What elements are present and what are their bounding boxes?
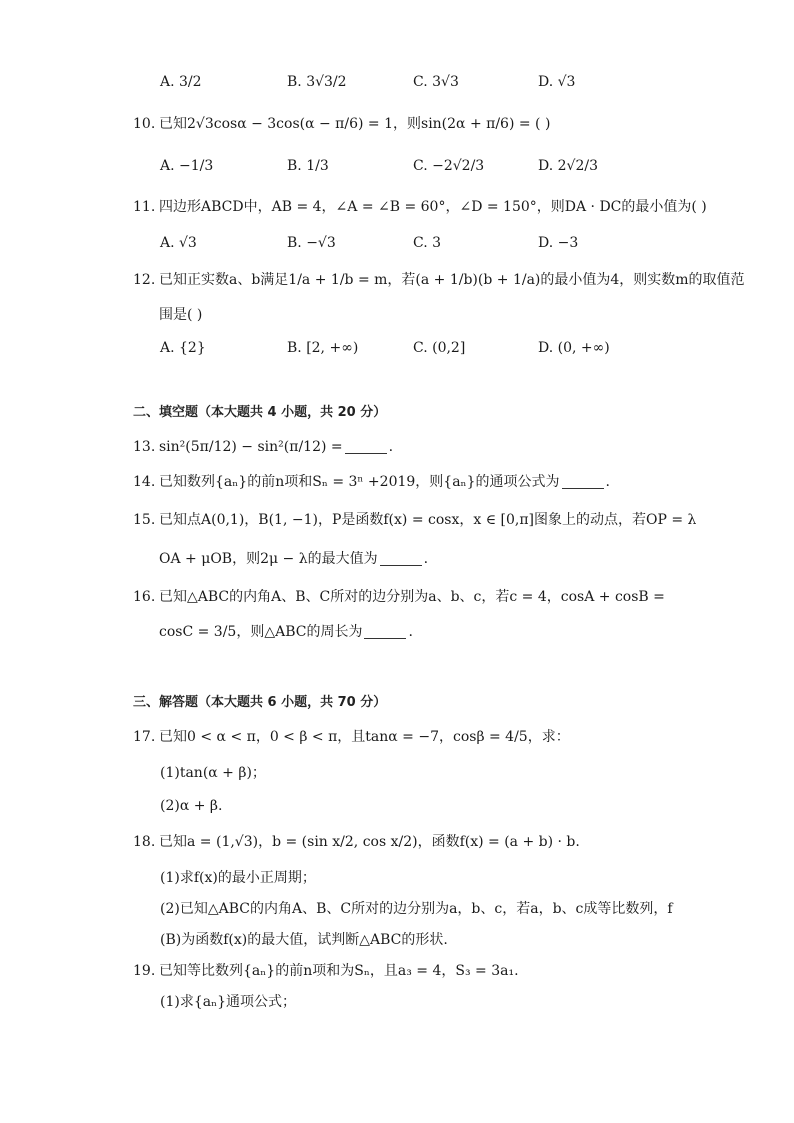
section-answer-questions-heading: 三、解答题（本大题共 6 小题，共 70 分） (133, 695, 387, 710)
q19-part-1: (1)求{aₙ}通项公式； (160, 994, 297, 1010)
question-number: 17. (133, 729, 156, 745)
question-number: 16. (133, 589, 156, 605)
question-number: 14. (133, 474, 156, 490)
q18-part-1: (1)求f(x)的最小正周期； (160, 870, 316, 886)
question-13: 13. sin²(5π/12) − sin²(π/12) = . (133, 439, 394, 455)
question-number: 18. (133, 834, 156, 850)
question-number: 15. (133, 512, 156, 528)
question-number: 10. (133, 116, 156, 132)
question-12-continued: 围是( ) (159, 307, 203, 323)
q11-option-c: C. 3 (413, 235, 442, 251)
q10-option-a: A. −1/3 (160, 158, 214, 174)
question-19 (133, 961, 519, 981)
question-number: 12. (133, 272, 156, 288)
section-fill-in-blank-heading: 二、填空题（本大题共 4 小题，共 20 分） (133, 405, 387, 420)
q17-part-1: (1)tan(α + β)； (160, 765, 266, 781)
q12-option-a: A. {2} (160, 340, 206, 356)
q9-option-d: D. √3 (538, 74, 576, 90)
question-16 (133, 587, 665, 607)
answer-blank[interactable] (562, 474, 604, 489)
answer-blank[interactable] (364, 624, 406, 639)
q9-option-c: C. 3√3 (413, 74, 459, 90)
question-text: 已知正实数a、b满足1/a + 1/b = m，若(a + 1/b)(b + 1/a)的最小值为4，则实数m的取值范 (159, 272, 745, 288)
question-text: 已知a = (1,√3)，b = (sin x/2, cos x/2)，函数f(x) = (a + b) · b. (159, 834, 580, 850)
question-text: 已知△ABC的内角A、B、C所对的边分别为a、b、c，若c = 4，cosA + cosB = (159, 589, 665, 605)
question-text: 已知数列{aₙ}的前n项和Sₙ = 3ⁿ +2019，则{aₙ}的通项公式为 (159, 474, 560, 490)
q10-option-c: C. −2√2/3 (413, 158, 485, 174)
q12-option-b: B. [2, +∞) (287, 340, 359, 356)
q9-option-a: A. 3/2 (160, 74, 202, 90)
question-14: 14. 已知数列{aₙ}的前n项和Sₙ = 3ⁿ +2019，则{aₙ}的通项公式为 . (133, 474, 610, 490)
q17-part-2: (2)α + β. (160, 798, 223, 814)
q18-part-2-continued: (B)为函数f(x)的最大值，试判断△ABC的形状. (160, 932, 448, 948)
answer-blank[interactable] (345, 439, 387, 454)
q11-option-b: B. −√3 (287, 235, 336, 251)
q12-option-d: D. (0, +∞) (538, 340, 610, 356)
question-18 (133, 832, 580, 852)
question-12 (133, 270, 745, 290)
question-text: 四边形ABCD中，AB = 4，∠A = ∠B = 60°，∠D = 150°，则DA · DC的最小值为( ) (159, 199, 707, 215)
q10-option-d: D. 2√2/3 (538, 158, 598, 174)
question-10 (133, 114, 550, 134)
question-16-continued: cosC = 3/5，则△ABC的周长为 . (159, 624, 413, 640)
q9-option-b: B. 3√3/2 (287, 74, 347, 90)
question-17 (133, 727, 570, 747)
question-text: 已知点A(0,1)，B(1, −1)，P是函数f(x) = cosx，x ∈ [0,π]图象上的动点，若OP = λ (159, 512, 697, 528)
q11-option-d: D. −3 (538, 235, 579, 251)
question-15 (133, 510, 696, 530)
question-text: 已知2√3cosα − 3cos(α − π/6) = 1，则sin(2α + π/6) = ( ) (159, 116, 551, 132)
q10-option-b: B. 1/3 (287, 158, 329, 174)
q12-option-c: C. (0,2] (413, 340, 466, 356)
q18-part-2: (2)已知△ABC的内角A、B、C所对的边分别为a，b、c，若a，b、c成等比数列，f (160, 901, 673, 917)
question-number: 19. (133, 963, 156, 979)
question-text: 已知0 < α < π，0 < β < π，且tanα = −7，cosβ = 4/5，求： (159, 729, 570, 745)
question-text: 已知等比数列{aₙ}的前n项和为Sₙ，且a₃ = 4，S₃ = 3a₁. (159, 963, 519, 979)
q11-option-a: A. √3 (160, 235, 197, 251)
question-number: 13. (133, 439, 156, 455)
question-15-continued: OA + μOB，则2μ − λ的最大值为 . (159, 551, 429, 567)
question-text: sin²(5π/12) − sin²(π/12) = (159, 439, 343, 455)
question-number: 11. (133, 199, 156, 215)
answer-blank[interactable] (380, 551, 422, 566)
question-11 (133, 197, 707, 217)
